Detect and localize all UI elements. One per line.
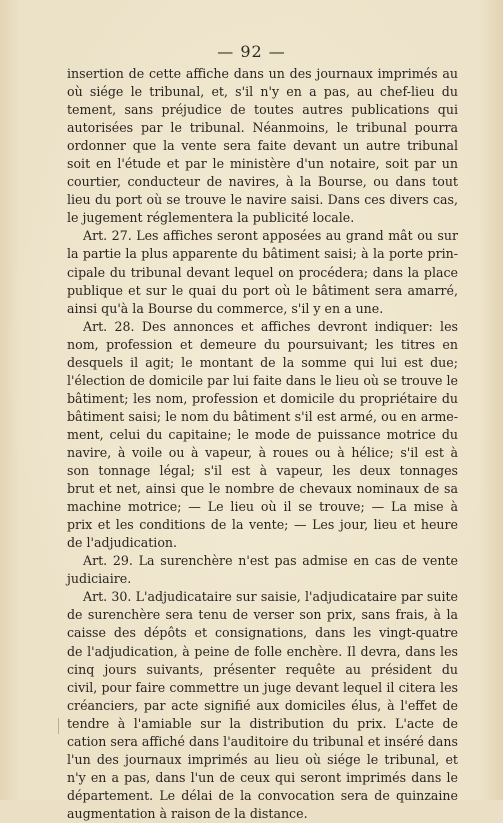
text-line: département. Le délai de la convocation sera de quinzaine — [67, 787, 458, 803]
text-line: insertion de cette affiche dans un des journaux imprimés au — [67, 66, 458, 81]
text-line: judiciaire. — [67, 571, 132, 587]
text-line: bâtiment; les nom, profession et domicile du propriétaire du — [67, 390, 458, 406]
text-line: brut et net, ainsi que le nombre de chevaux nominaux de sa — [67, 481, 458, 497]
text-line: ment, celui du capitaine; le mode de puissance motrice du — [67, 426, 458, 442]
text-line: autorisées par le tribunal. Néanmoins, le tribunal pourra — [67, 120, 458, 136]
text-line: tendre à l'amiable sur la distribution du prix. L'acte de — [67, 715, 458, 731]
text-line: desquels il agit; le montant de la somme qui lui est due; — [67, 354, 458, 370]
text-line: courtier, conducteur de navires, à la Bourse, ou dans tout — [67, 174, 458, 190]
text-line: de surenchère sera tenu de verser son prix, sans frais, à la — [67, 607, 458, 623]
page-number: — 92 — — [217, 42, 286, 61]
text-line: nom, profession et demeure du poursuivant; les titres en — [67, 336, 458, 352]
text-line: cipale du tribunal devant lequel on procédera; dans la place — [67, 264, 458, 280]
text-line: l'un des journaux imprimés au lieu où siége le tribunal, et — [67, 751, 458, 767]
text-line: la partie la plus apparente du bâtiment saisi; à la porte prin- — [67, 246, 458, 262]
text-line: de l'adjudication. — [67, 535, 178, 551]
text-line: bâtiment saisi; le nom du bâtiment s'il est armé, ou en arme- — [67, 408, 458, 424]
text-line: navire, à voile ou à vapeur, à roues ou à hélice; s'il est à — [67, 444, 458, 460]
text-line: lieu du port où se trouve le navire saisi. Dans ces divers cas, — [67, 192, 458, 208]
text-line: ainsi qu'à la Bourse du commerce, s'il y en a une. — [67, 300, 384, 316]
text-line: cinq jours suivants, présenter requête au président du — [67, 661, 458, 677]
text-line: augmentation à raison de la distance. — [67, 805, 308, 821]
text-line: créanciers, par acte signifié aux domiciles élus, à l'effet de — [67, 697, 458, 713]
text-line: tement, sans préjudice de toutes autres publications qui — [67, 102, 458, 118]
text-line: Art. 27. Les affiches seront apposées au grand mât ou sur — [83, 228, 458, 244]
text-line: où siége le tribunal, et, s'il n'y en a pas, au chef-lieu du — [67, 84, 458, 100]
text-line: cation sera affiché dans l'auditoire du tribunal et inséré dans — [67, 733, 458, 749]
text-line: machine motrice; — Le lieu où il se trouve; — La mise à — [67, 499, 458, 515]
text-line: le jugement réglementera la publicité locale. — [67, 210, 355, 226]
text-line: son tonnage légal; s'il est à vapeur, les deux tonnages — [67, 463, 458, 479]
text-line: prix et les conditions de la vente; — Les jour, lieu et heure — [67, 517, 458, 533]
text-line: Art. 30. L'adjudicataire sur saisie, l'adjudicataire par suite — [83, 589, 458, 605]
text-line: l'élection de domicile par lui faite dans le lieu où se trouve le — [67, 372, 458, 388]
text-line: n'y en a pas, dans l'un de ceux qui seront imprimés dans le — [67, 769, 458, 785]
text-line: civil, pour faire commettre un juge devant lequel il citera les — [67, 679, 458, 695]
text-line: ordonner que la vente sera faite devant un autre tribunal — [67, 138, 458, 154]
text-line: caisse des dépôts et consignations, dans les vingt-quatre — [67, 625, 458, 641]
text-line: de l'adjudication, à peine de folle enchère. Il devra, dans les — [67, 643, 458, 659]
body-text — [67, 65, 458, 823]
text-line: Art. 28. Des annonces et affiches devront indiquer: les — [83, 318, 458, 334]
text-line: publique et sur le quai du port où le bâtiment sera amarré, — [67, 282, 458, 298]
margin-mark — [58, 718, 59, 734]
text-line: soit en l'étude et par le ministère d'un notaire, soit par un — [67, 156, 458, 172]
text-line: Art. 29. La surenchère n'est pas admise en cas de vente — [83, 553, 458, 569]
